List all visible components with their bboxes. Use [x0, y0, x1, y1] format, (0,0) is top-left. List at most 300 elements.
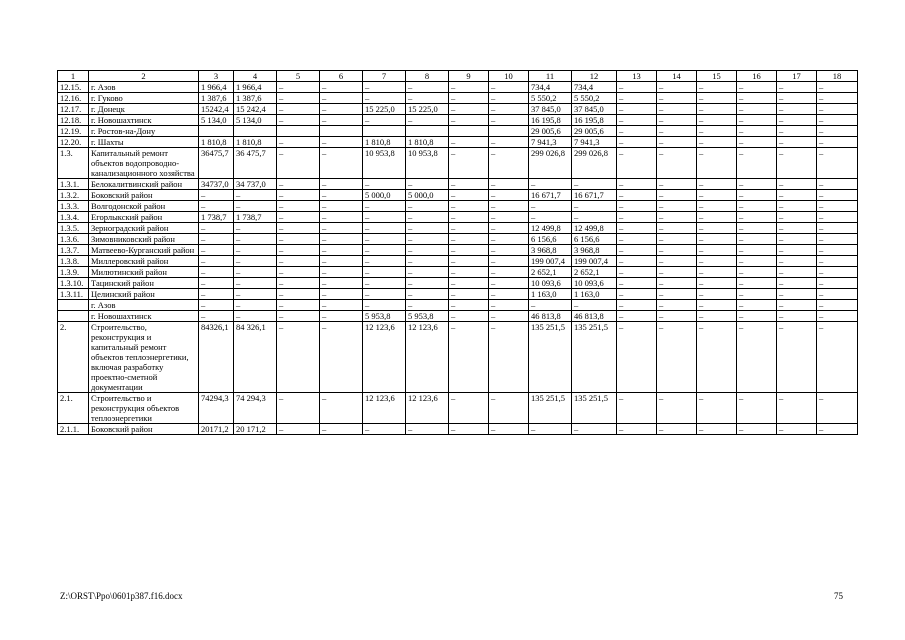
header-cell: 15	[697, 71, 737, 82]
value-cell: –	[617, 179, 657, 190]
value-cell: –	[277, 223, 320, 234]
value-cell: –	[737, 179, 777, 190]
value-cell: –	[277, 245, 320, 256]
value-cell: –	[320, 223, 363, 234]
value-cell: –	[617, 393, 657, 424]
value-cell: –	[697, 93, 737, 104]
value-cell: –	[737, 126, 777, 137]
value-cell: 5 953,8	[406, 311, 449, 322]
value-cell: –	[363, 234, 406, 245]
value-cell: –	[817, 300, 858, 311]
value-cell: –	[617, 289, 657, 300]
value-cell: –	[617, 115, 657, 126]
row-number-cell: 12.17.	[58, 104, 89, 115]
row-name-cell: Белокалитвинский район	[89, 179, 199, 190]
row-number-cell: 1.3.1.	[58, 179, 89, 190]
value-cell: –	[406, 115, 449, 126]
value-cell: 1 387,6	[199, 93, 234, 104]
value-cell: –	[320, 234, 363, 245]
value-cell: –	[697, 115, 737, 126]
value-cell: 5 000,0	[406, 190, 449, 201]
value-cell: –	[449, 289, 489, 300]
value-cell: –	[697, 311, 737, 322]
value-cell: –	[363, 93, 406, 104]
value-cell: –	[277, 267, 320, 278]
value-cell: –	[449, 212, 489, 223]
value-cell: –	[657, 256, 697, 267]
value-cell: 10 953,8	[363, 148, 406, 179]
value-cell: –	[363, 115, 406, 126]
value-cell: –	[234, 223, 277, 234]
row-number-cell	[58, 300, 89, 311]
value-cell: –	[489, 148, 529, 179]
header-cell: 9	[449, 71, 489, 82]
value-cell: –	[817, 278, 858, 289]
value-cell: –	[449, 115, 489, 126]
value-cell: –	[489, 201, 529, 212]
value-cell: 16 671,7	[572, 190, 617, 201]
value-cell: –	[817, 137, 858, 148]
row-number-cell: 1.3.9.	[58, 267, 89, 278]
row-name-cell: Милютинский район	[89, 267, 199, 278]
value-cell: 84 326,1	[234, 322, 277, 393]
value-cell: 12 123,6	[363, 322, 406, 393]
value-cell: –	[320, 322, 363, 393]
row-name-cell: Целинский район	[89, 289, 199, 300]
value-cell: –	[657, 234, 697, 245]
value-cell: –	[817, 115, 858, 126]
row-name-cell: г. Донецк	[89, 104, 199, 115]
row-number-cell: 1.3.3.	[58, 201, 89, 212]
value-cell: –	[489, 223, 529, 234]
value-cell: –	[697, 393, 737, 424]
value-cell: –	[489, 393, 529, 424]
header-cell: 13	[617, 71, 657, 82]
value-cell: –	[199, 300, 234, 311]
value-cell: –	[657, 93, 697, 104]
value-cell: –	[449, 190, 489, 201]
header-cell: 10	[489, 71, 529, 82]
table-row	[58, 278, 858, 289]
table-row	[58, 212, 858, 223]
row-number-cell: 1.3.4.	[58, 212, 89, 223]
value-cell: –	[449, 223, 489, 234]
header-cell: 4	[234, 71, 277, 82]
value-cell: –	[489, 179, 529, 190]
row-number-cell: 12.16.	[58, 93, 89, 104]
value-cell: –	[617, 190, 657, 201]
value-cell: –	[449, 393, 489, 424]
value-cell: –	[737, 137, 777, 148]
value-cell: 1 810,8	[363, 137, 406, 148]
value-cell: –	[777, 256, 817, 267]
value-cell: –	[657, 115, 697, 126]
value-cell: –	[234, 201, 277, 212]
value-cell: –	[572, 201, 617, 212]
value-cell: 20 171,2	[234, 424, 277, 435]
value-cell: –	[449, 82, 489, 93]
value-cell: –	[817, 212, 858, 223]
value-cell: –	[277, 115, 320, 126]
value-cell: 1 810,8	[406, 137, 449, 148]
value-cell: 1 163,0	[529, 289, 572, 300]
value-cell: –	[737, 245, 777, 256]
row-name-cell: Матвеево-Курганский район	[89, 245, 199, 256]
value-cell: –	[449, 104, 489, 115]
row-number-cell: 1.3.10.	[58, 278, 89, 289]
value-cell: –	[657, 179, 697, 190]
value-cell: –	[817, 424, 858, 435]
value-cell: –	[234, 300, 277, 311]
value-cell: –	[277, 212, 320, 223]
value-cell: –	[617, 104, 657, 115]
value-cell: 16 195,8	[529, 115, 572, 126]
header-cell: 16	[737, 71, 777, 82]
value-cell: –	[737, 256, 777, 267]
value-cell: –	[277, 311, 320, 322]
value-cell: –	[277, 190, 320, 201]
value-cell: –	[320, 424, 363, 435]
value-cell: 3 968,8	[572, 245, 617, 256]
value-cell: –	[199, 234, 234, 245]
value-cell: –	[234, 256, 277, 267]
row-name-cell: Миллеровский район	[89, 256, 199, 267]
value-cell: 299 026,8	[529, 148, 572, 179]
table-row	[58, 93, 858, 104]
value-cell: –	[697, 322, 737, 393]
value-cell: –	[657, 245, 697, 256]
value-cell: –	[234, 289, 277, 300]
row-name-cell: Волгодонской район	[89, 201, 199, 212]
table-row	[58, 137, 858, 148]
value-cell: 12 499,8	[529, 223, 572, 234]
value-cell: –	[777, 137, 817, 148]
value-cell: –	[489, 93, 529, 104]
value-cell: –	[737, 322, 777, 393]
value-cell: –	[363, 245, 406, 256]
value-cell	[199, 126, 234, 137]
value-cell: –	[697, 104, 737, 115]
table-row	[58, 234, 858, 245]
value-cell: –	[697, 201, 737, 212]
value-cell: –	[617, 212, 657, 223]
header-cell: 12	[572, 71, 617, 82]
value-cell: –	[363, 300, 406, 311]
row-number-cell: 1.3.8.	[58, 256, 89, 267]
row-name-cell: Боковский район	[89, 424, 199, 435]
value-cell: –	[817, 245, 858, 256]
value-cell: –	[199, 256, 234, 267]
value-cell: 7 941,3	[529, 137, 572, 148]
value-cell: –	[657, 82, 697, 93]
table-row	[58, 223, 858, 234]
header-row	[58, 71, 858, 82]
header-cell: 3	[199, 71, 234, 82]
value-cell: –	[697, 148, 737, 179]
value-cell: –	[199, 201, 234, 212]
value-cell: –	[449, 267, 489, 278]
value-cell: –	[777, 424, 817, 435]
value-cell: 46 813,8	[529, 311, 572, 322]
value-cell: –	[277, 104, 320, 115]
value-cell: –	[817, 190, 858, 201]
value-cell: –	[817, 311, 858, 322]
table-row	[58, 82, 858, 93]
value-cell: –	[277, 93, 320, 104]
value-cell: –	[777, 278, 817, 289]
value-cell: 5 550,2	[529, 93, 572, 104]
value-cell: –	[697, 256, 737, 267]
value-cell: 15 242,4	[234, 104, 277, 115]
value-cell: –	[617, 137, 657, 148]
value-cell: 3 968,8	[529, 245, 572, 256]
value-cell: –	[363, 82, 406, 93]
value-cell	[320, 126, 363, 137]
row-name-cell: г. Гуково	[89, 93, 199, 104]
value-cell: –	[277, 201, 320, 212]
value-cell: 10 093,6	[572, 278, 617, 289]
table-row	[58, 190, 858, 201]
value-cell: –	[320, 104, 363, 115]
value-cell: 12 123,6	[406, 393, 449, 424]
value-cell: –	[777, 300, 817, 311]
value-cell: 15 225,0	[406, 104, 449, 115]
row-name-cell: Зимовниковский район	[89, 234, 199, 245]
value-cell: –	[489, 212, 529, 223]
value-cell: 37 845,0	[529, 104, 572, 115]
value-cell: –	[449, 245, 489, 256]
value-cell: –	[737, 300, 777, 311]
value-cell: –	[277, 256, 320, 267]
value-cell: 12 499,8	[572, 223, 617, 234]
value-cell: –	[320, 179, 363, 190]
row-name-cell: Строительство и реконструкция объектов теплоэнергетики	[89, 393, 199, 424]
value-cell: –	[777, 212, 817, 223]
row-number-cell: 1.3.7.	[58, 245, 89, 256]
value-cell: –	[657, 126, 697, 137]
value-cell: 1 738,7	[234, 212, 277, 223]
value-cell: –	[449, 322, 489, 393]
value-cell: –	[657, 322, 697, 393]
value-cell: –	[277, 289, 320, 300]
value-cell: –	[737, 424, 777, 435]
value-cell: –	[817, 179, 858, 190]
value-cell: –	[697, 245, 737, 256]
header-cell: 14	[657, 71, 697, 82]
value-cell: 12 123,6	[363, 393, 406, 424]
value-cell: –	[199, 278, 234, 289]
value-cell: 1 387,6	[234, 93, 277, 104]
row-number-cell	[58, 311, 89, 322]
value-cell: –	[489, 322, 529, 393]
table-row	[58, 289, 858, 300]
value-cell: –	[529, 212, 572, 223]
row-name-cell: г. Новошахтинск	[89, 311, 199, 322]
value-cell: –	[363, 424, 406, 435]
value-cell: –	[697, 212, 737, 223]
table-row	[58, 267, 858, 278]
value-cell: –	[777, 223, 817, 234]
value-cell: 34737,0	[199, 179, 234, 190]
value-cell: –	[697, 234, 737, 245]
value-cell: –	[489, 289, 529, 300]
value-cell: 46 813,8	[572, 311, 617, 322]
value-cell: –	[777, 234, 817, 245]
value-cell: –	[277, 179, 320, 190]
table-row	[58, 201, 858, 212]
value-cell: 299 026,8	[572, 148, 617, 179]
value-cell: 12 123,6	[406, 322, 449, 393]
value-cell: –	[320, 115, 363, 126]
value-cell: –	[697, 126, 737, 137]
value-cell: –	[234, 234, 277, 245]
value-cell: –	[489, 300, 529, 311]
value-cell: 6 156,6	[529, 234, 572, 245]
value-cell: –	[489, 234, 529, 245]
value-cell: –	[489, 82, 529, 93]
value-cell: –	[320, 212, 363, 223]
value-cell: –	[777, 322, 817, 393]
value-cell: –	[199, 267, 234, 278]
value-cell: –	[320, 190, 363, 201]
value-cell: –	[817, 267, 858, 278]
value-cell: 5 000,0	[363, 190, 406, 201]
value-cell: –	[277, 322, 320, 393]
value-cell: –	[777, 289, 817, 300]
value-cell: –	[617, 278, 657, 289]
value-cell: 199 007,4	[529, 256, 572, 267]
header-cell: 1	[58, 71, 89, 82]
value-cell: –	[363, 201, 406, 212]
value-cell: –	[777, 393, 817, 424]
value-cell: –	[277, 82, 320, 93]
row-number-cell: 1.3.6.	[58, 234, 89, 245]
value-cell: –	[277, 424, 320, 435]
row-name-cell: г. Шахты	[89, 137, 199, 148]
value-cell: –	[777, 190, 817, 201]
value-cell: –	[737, 148, 777, 179]
value-cell: –	[449, 278, 489, 289]
value-cell: 2 652,1	[529, 267, 572, 278]
value-cell: –	[489, 104, 529, 115]
value-cell: –	[737, 267, 777, 278]
table-row	[58, 256, 858, 267]
value-cell: –	[199, 245, 234, 256]
value-cell: –	[697, 300, 737, 311]
value-cell: 1 810,8	[234, 137, 277, 148]
value-cell: 2 652,1	[572, 267, 617, 278]
value-cell: –	[737, 234, 777, 245]
value-cell: –	[449, 93, 489, 104]
value-cell: –	[572, 424, 617, 435]
value-cell: –	[817, 322, 858, 393]
value-cell: –	[617, 424, 657, 435]
header-cell: 11	[529, 71, 572, 82]
value-cell: –	[572, 212, 617, 223]
header-cell: 8	[406, 71, 449, 82]
value-cell: 7 941,3	[572, 137, 617, 148]
row-name-cell: г. Новошахтинск	[89, 115, 199, 126]
value-cell: –	[817, 104, 858, 115]
value-cell: 74 294,3	[234, 393, 277, 424]
value-cell: –	[489, 278, 529, 289]
value-cell: –	[489, 245, 529, 256]
header-cell: 6	[320, 71, 363, 82]
value-cell: –	[363, 212, 406, 223]
value-cell: –	[617, 322, 657, 393]
value-cell: –	[737, 115, 777, 126]
value-cell	[363, 126, 406, 137]
value-cell: –	[777, 82, 817, 93]
row-name-cell: г. Ростов-на-Дону	[89, 126, 199, 137]
value-cell: –	[449, 311, 489, 322]
header-cell: 7	[363, 71, 406, 82]
value-cell: –	[277, 137, 320, 148]
value-cell: –	[817, 148, 858, 179]
value-cell: –	[657, 278, 697, 289]
value-cell: –	[199, 190, 234, 201]
row-name-cell: Зерноградский район	[89, 223, 199, 234]
value-cell: 1 966,4	[234, 82, 277, 93]
table-body	[58, 82, 858, 435]
row-name-cell: Егорлыкский район	[89, 212, 199, 223]
value-cell: –	[737, 212, 777, 223]
value-cell	[449, 126, 489, 137]
row-name-cell: г. Азов	[89, 300, 199, 311]
value-cell: 84326,1	[199, 322, 234, 393]
value-cell: 5 134,0	[234, 115, 277, 126]
value-cell: –	[320, 137, 363, 148]
value-cell: –	[777, 148, 817, 179]
value-cell: –	[363, 267, 406, 278]
value-cell: –	[320, 201, 363, 212]
value-cell: –	[657, 300, 697, 311]
value-cell: 15 225,0	[363, 104, 406, 115]
value-cell: –	[777, 267, 817, 278]
value-cell: 5 134,0	[199, 115, 234, 126]
row-name-cell: Тацинский район	[89, 278, 199, 289]
value-cell: 37 845,0	[572, 104, 617, 115]
value-cell: –	[320, 267, 363, 278]
value-cell: –	[657, 267, 697, 278]
value-cell: 199 007,4	[572, 256, 617, 267]
table-row	[58, 115, 858, 126]
data-table	[57, 70, 858, 435]
value-cell: –	[489, 115, 529, 126]
value-cell: –	[817, 223, 858, 234]
value-cell: –	[737, 93, 777, 104]
value-cell: –	[406, 267, 449, 278]
value-cell: –	[657, 311, 697, 322]
value-cell: –	[234, 267, 277, 278]
value-cell: –	[320, 300, 363, 311]
value-cell: –	[363, 278, 406, 289]
row-number-cell: 12.18.	[58, 115, 89, 126]
value-cell: –	[817, 234, 858, 245]
value-cell: 36475,7	[199, 148, 234, 179]
value-cell: –	[777, 104, 817, 115]
value-cell: 10 953,8	[406, 148, 449, 179]
value-cell: –	[777, 93, 817, 104]
table-row	[58, 311, 858, 322]
value-cell: –	[777, 179, 817, 190]
value-cell: –	[406, 234, 449, 245]
value-cell: –	[777, 126, 817, 137]
row-name-cell: г. Азов	[89, 82, 199, 93]
table-row	[58, 300, 858, 311]
value-cell: –	[406, 93, 449, 104]
value-cell: –	[697, 289, 737, 300]
